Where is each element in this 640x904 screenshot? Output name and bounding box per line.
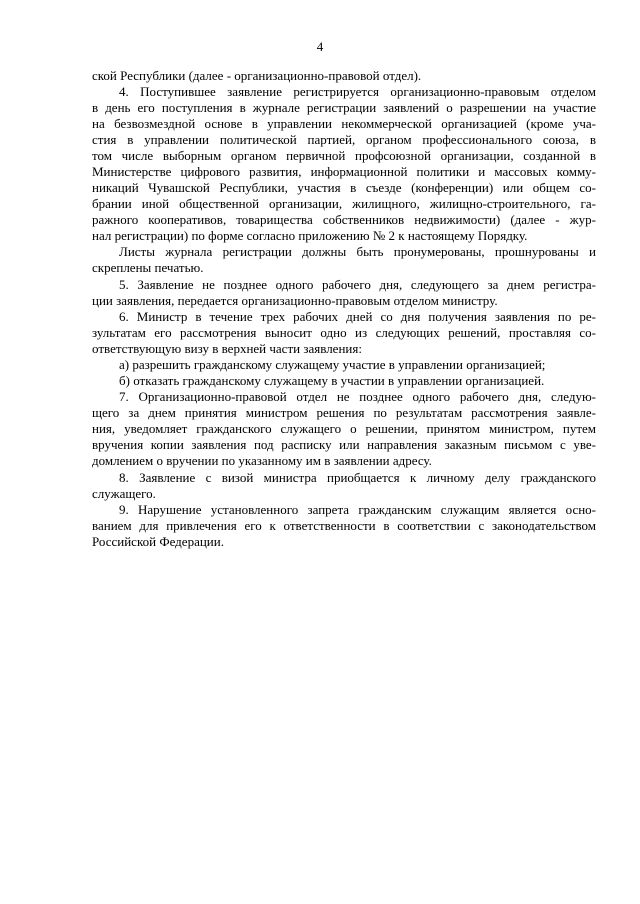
text-line: зультатам его рассмотрения выносит одно из следующих решений, проставляя со-: [92, 325, 596, 340]
text-line: стия в управлении политической партией, органом профессионального союза, в: [92, 132, 596, 147]
text-line: ской Республики (далее - организационно-правовой отдел).: [92, 68, 422, 83]
text-line: брании иной общественной организации, жилищного, жилищно-строительного, га-: [92, 196, 596, 211]
text-line: Листы журнала регистрации должны быть пронумерованы, прошнурованы и: [119, 244, 596, 259]
text-line: б) отказать гражданскому служащему в участии в управлении организацией.: [119, 373, 545, 388]
text-line: никаций Чувашской Республики, участия в съезде (конференции) или общем со-: [92, 180, 596, 195]
text-line: 5. Заявление не позднее одного рабочего дня, следующего за днем регистра-: [119, 277, 596, 292]
text-line: щего за днем принятия министром решения по результатам рассмотрения заявле-: [92, 405, 596, 420]
text-line: в день его поступления в журнале регистрации заявлений о разрешении на участие: [92, 100, 596, 115]
text-line: Российской Федерации.: [92, 534, 224, 549]
text-line: ния, уведомляет гражданского служащего о решении, принятом министром, путем: [92, 421, 596, 436]
text-line: а) разрешить гражданскому служащему участие в управлении организацией;: [119, 357, 546, 372]
text-line: нал регистрации) по форме согласно приложению № 2 к настоящему Порядку.: [92, 228, 528, 243]
text-line: ции заявления, передается организационно-правовым отделом министру.: [92, 293, 498, 308]
text-line: 4. Поступившее заявление регистрируется организационно-правовым отделом: [119, 84, 596, 99]
text-line: ответствующую визу в верхней части заявления:: [92, 341, 362, 356]
text-line: Министерстве цифрового развития, информационной политики и массовых комму-: [92, 164, 596, 179]
text-line: 9. Нарушение установленного запрета гражданским служащим является осно-: [119, 502, 596, 517]
text-line: домлением о вручении по указанному им в заявлении адресу.: [92, 453, 432, 468]
text-line: скреплены печатью.: [92, 260, 204, 275]
text-line: 6. Министр в течение трех рабочих дней со дня получения заявления по ре-: [119, 309, 596, 324]
text-line: ражного кооперативов, товарищества собственников недвижимости) (далее - жур-: [92, 212, 596, 227]
page-number: 4: [316, 39, 324, 54]
text-line: 7. Организационно-правовой отдел не позднее одного рабочего дня, следую-: [119, 389, 596, 404]
text-line: служащего.: [92, 486, 156, 501]
text-line: 8. Заявление с визой министра приобщается к личному делу гражданского: [119, 470, 596, 485]
text-line: том числе выборным органом первичной профсоюзной организации, созданной в: [92, 148, 596, 163]
text-line: вручения копии заявления под расписку или направления заказным письмом с уве-: [92, 437, 596, 452]
text-line: на безвозмездной основе в управлении некоммерческой организацией (кроме уча-: [92, 116, 596, 131]
text-line: ванием для привлечения его к ответственности в соответствии с законодательством: [92, 518, 596, 533]
